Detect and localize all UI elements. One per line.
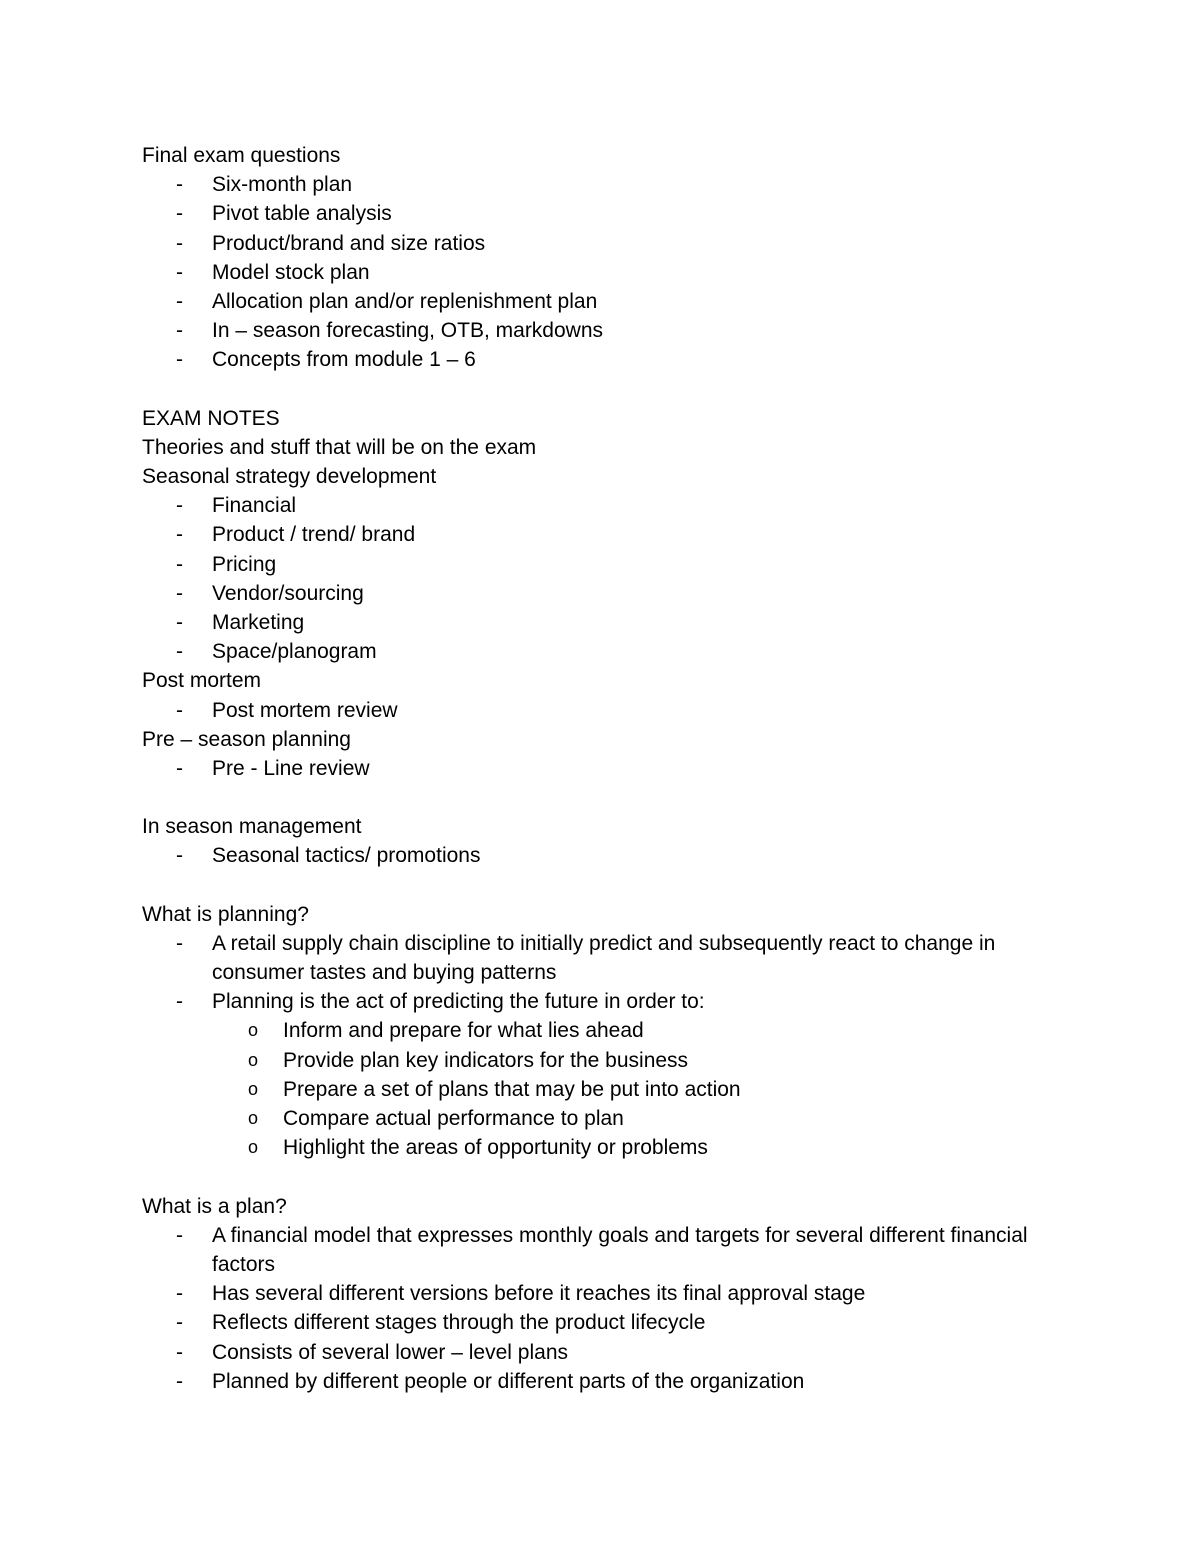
dash-marker: - [176,290,183,314]
list-item: - Vendor/sourcing [142,579,1082,608]
heading-final-exam: Final exam questions [142,144,341,167]
dash-marker: - [176,173,183,197]
list-item: - Planned by different people or different parts of the organization [142,1367,1082,1396]
list-item: - Has several different versions before it reaches its final approval stage [142,1279,1082,1308]
dash-marker: - [176,1223,183,1247]
list-item: - Product / trend/ brand [142,520,1082,549]
heading-pre-season: Pre – season planning [142,727,351,751]
heading-seasonal-strategy: Seasonal strategy development [142,465,437,489]
dash-marker: - [176,611,183,635]
circle-bullet-icon: o [248,1020,259,1041]
sub-list-item: o Inform and prepare for what lies ahead [142,1016,1082,1045]
dash-marker: - [176,1311,183,1335]
blank-line [142,1163,1082,1192]
list-item: - Planning is the act of predicting the future in order to: [142,987,1082,1016]
list-item: - Financial [142,491,1082,520]
dash-marker: - [176,757,183,781]
heading-what-is-planning: What is planning? [142,902,309,926]
circle-bullet-icon: o [248,1108,259,1129]
dash-marker: - [176,931,183,955]
dash-marker: - [176,640,183,664]
list-item: - Post mortem review [142,696,1082,725]
list-item: - Pricing [142,550,1082,579]
dash-marker: - [176,1282,183,1306]
dash-marker: - [176,1340,183,1364]
list-item: - In – season forecasting, OTB, markdowns [142,316,1082,345]
heading-post-mortem: Post mortem [142,669,262,693]
list-item: - A retail supply chain discipline to initially predict and subsequently react to change in consumer tastes and buying patterns [142,929,1082,987]
dash-marker: - [176,231,183,255]
dash-marker: - [176,581,183,605]
circle-bullet-icon: o [248,1049,259,1070]
list-item: - Pivot table analysis [142,199,1082,228]
document-body [142,141,1082,1396]
dash-marker: - [176,1369,183,1393]
dash-marker: - [176,523,183,547]
blank-line [142,375,1082,404]
circle-bullet-icon: o [248,1078,259,1099]
list-item: - Model stock plan [142,258,1082,287]
list-item: - Seasonal tactics/ promotions [142,841,1082,870]
list-item: - Space/planogram [142,637,1082,666]
list-item: - A financial model that expresses monthly goals and targets for several different financial factors [142,1221,1082,1279]
dash-marker: - [176,260,183,284]
heading-in-season: In season management [142,815,362,839]
sub-list-item: o Compare actual performance to plan [142,1104,1082,1133]
dash-marker: - [176,698,183,722]
list-item: - Pre - Line review [142,754,1082,783]
circle-bullet-icon: o [248,1137,259,1158]
dash-marker: - [176,844,183,868]
blank-line [142,783,1082,812]
dash-marker: - [176,990,183,1014]
sub-list-item: o Prepare a set of plans that may be put into action [142,1075,1082,1104]
blank-line [142,871,1082,900]
dash-marker: - [176,202,183,226]
dash-marker: - [176,552,183,576]
dash-marker: - [176,494,183,518]
list-item: - Six-month plan [142,170,1082,199]
list-item: - Product/brand and size ratios [142,229,1082,258]
list-item: - Reflects different stages through the product lifecycle [142,1308,1082,1337]
list-item: - Allocation plan and/or replenishment plan [142,287,1082,316]
heading-what-is-a-plan: What is a plan? [142,1194,287,1218]
dash-marker: - [176,319,183,343]
exam-notes-subheading: Theories and stuff that will be on the exam [142,435,537,459]
list-item: - Consists of several lower – level plans [142,1338,1082,1367]
sub-list-item: o Highlight the areas of opportunity or problems [142,1133,1082,1162]
list-item: - Marketing [142,608,1082,637]
list-item: - Concepts from module 1 – 6 [142,345,1082,374]
dash-marker: - [176,348,183,372]
sub-list-item: o Provide plan key indicators for the business [142,1046,1082,1075]
heading-exam-notes: EXAM NOTES [142,406,280,430]
